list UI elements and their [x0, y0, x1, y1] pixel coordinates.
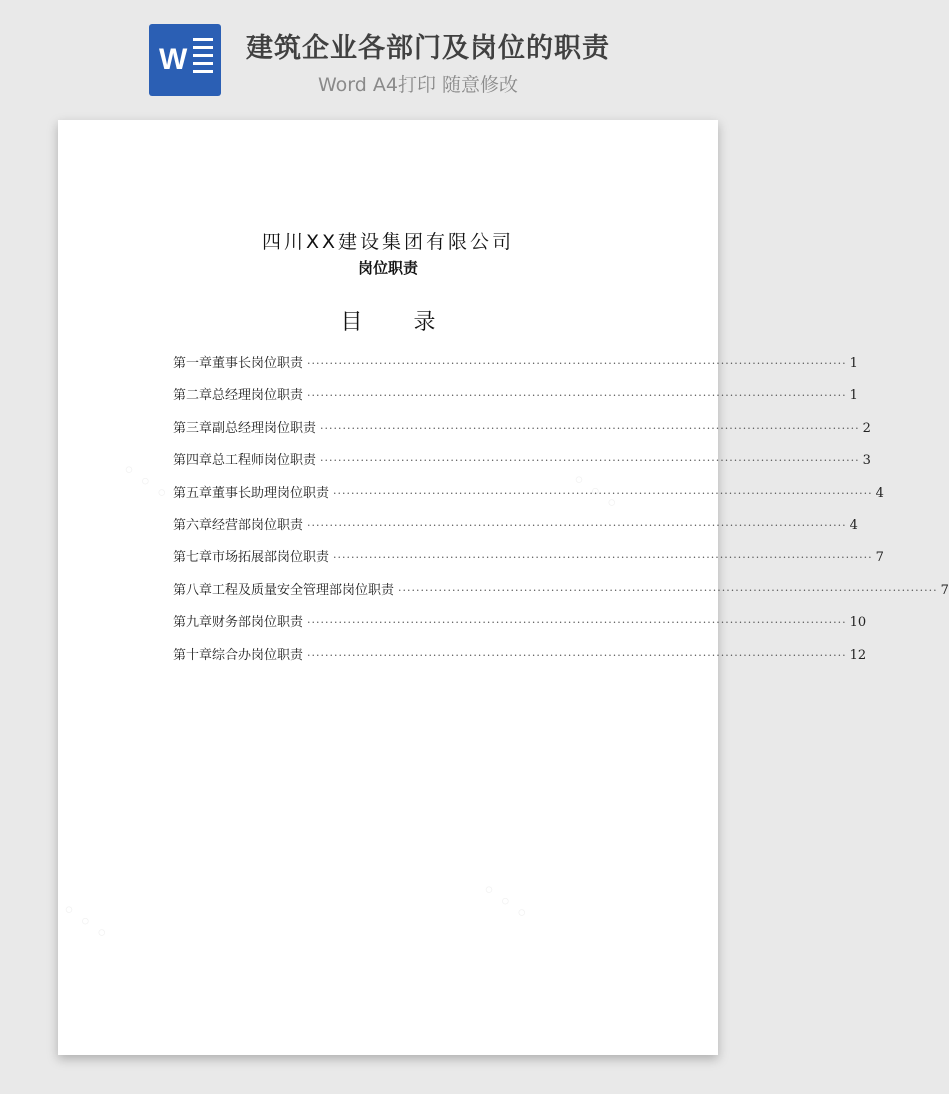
- toc-dot-leader: ························································································································: [320, 454, 860, 468]
- toc-dot-leader: ························································································································: [333, 551, 873, 565]
- toc-page-number: 10: [849, 615, 867, 631]
- document-lines: [193, 38, 213, 78]
- table-of-contents: [173, 352, 949, 676]
- toc-entry[interactable]: [173, 482, 884, 514]
- toc-entry[interactable]: [173, 352, 858, 384]
- banner-title: 建筑企业各部门及岗位的职责: [246, 33, 610, 64]
- toc-chapter-label: 第一章: [173, 356, 213, 371]
- toc-page-number: 2: [862, 420, 871, 436]
- toc-dot-leader: ························································································································: [307, 616, 847, 630]
- watermark-mark: ◦ ◦ ◦: [565, 467, 624, 518]
- toc-page-number: 7: [940, 582, 949, 598]
- toc-dot-leader: ························································································································: [320, 421, 860, 435]
- toc-dot-leader: ························································································································: [333, 486, 873, 500]
- toc-dot-leader: ························································································································: [307, 518, 847, 532]
- toc-entry[interactable]: [173, 546, 884, 578]
- watermark-mark: ◦ ◦ ◦: [475, 877, 534, 928]
- word-letter: W: [159, 43, 188, 76]
- toc-entry-title: 副总经理岗位职责: [212, 420, 317, 436]
- toc-chapter-label: 第三章: [173, 420, 213, 436]
- toc-chapter-label: 第六章: [173, 517, 213, 533]
- toc-entry[interactable]: [173, 611, 867, 643]
- toc-page-number: 7: [875, 550, 884, 566]
- toc-chapter-label: 第七章: [173, 550, 213, 566]
- toc-page-number: 4: [875, 485, 884, 501]
- document-title: 岗位职责: [357, 259, 418, 277]
- toc-dot-leader: ························································································································: [398, 583, 938, 597]
- toc-dot-leader: ························································································································: [307, 648, 847, 662]
- toc-entry-title: 市场拓展部岗位职责: [212, 550, 330, 566]
- watermark-mark: ◦ ◦ ◦: [115, 457, 174, 508]
- toc-entry-title: 总经理岗位职责: [212, 388, 304, 404]
- toc-page-number: 3: [862, 453, 871, 469]
- banner-subtitle: Word A4打印 随意修改: [318, 74, 519, 96]
- toc-page-number: 4: [849, 517, 858, 533]
- toc-chapter-label: 第十章: [173, 647, 213, 663]
- watermark-mark: ◦ ◦ ◦: [55, 897, 114, 948]
- toc-heading: 目 录: [340, 310, 458, 335]
- company-name: 四川XX建设集团有限公司: [261, 231, 515, 253]
- toc-entry[interactable]: [173, 579, 949, 611]
- toc-entry[interactable]: [173, 644, 867, 676]
- toc-chapter-label: 第二章: [173, 388, 213, 404]
- banner-header: [0, 0, 774, 110]
- toc-entry[interactable]: [173, 514, 858, 546]
- toc-dot-leader: ························································································································: [307, 389, 847, 403]
- toc-entry-title: 财务部岗位职责: [212, 615, 304, 631]
- document-page: [55, 120, 949, 1055]
- toc-chapter-label: 第九章: [173, 615, 213, 631]
- toc-dot-leader: ························································································································: [307, 357, 847, 370]
- toc-entry[interactable]: [173, 449, 871, 481]
- toc-entry-title: 经营部岗位职责: [212, 517, 304, 533]
- toc-entry[interactable]: [173, 417, 871, 449]
- toc-page-number: 1: [849, 356, 858, 371]
- toc-chapter-label: 第五章: [173, 485, 213, 501]
- toc-entry-title: 总工程师岗位职责: [212, 453, 317, 469]
- toc-entry-title: 工程及质量安全管理部岗位职责: [212, 582, 395, 598]
- toc-chapter-label: 第四章: [173, 453, 213, 469]
- toc-page-number: 1: [849, 388, 858, 404]
- toc-entry[interactable]: [173, 384, 858, 416]
- toc-entry-title: 董事长岗位职责: [212, 356, 304, 371]
- word-document-icon: [149, 24, 221, 96]
- toc-page-number: 12: [849, 647, 867, 663]
- toc-chapter-label: 第八章: [173, 582, 213, 598]
- toc-entry-title: 综合办岗位职责: [212, 647, 304, 663]
- toc-entry-title: 董事长助理岗位职责: [212, 485, 330, 501]
